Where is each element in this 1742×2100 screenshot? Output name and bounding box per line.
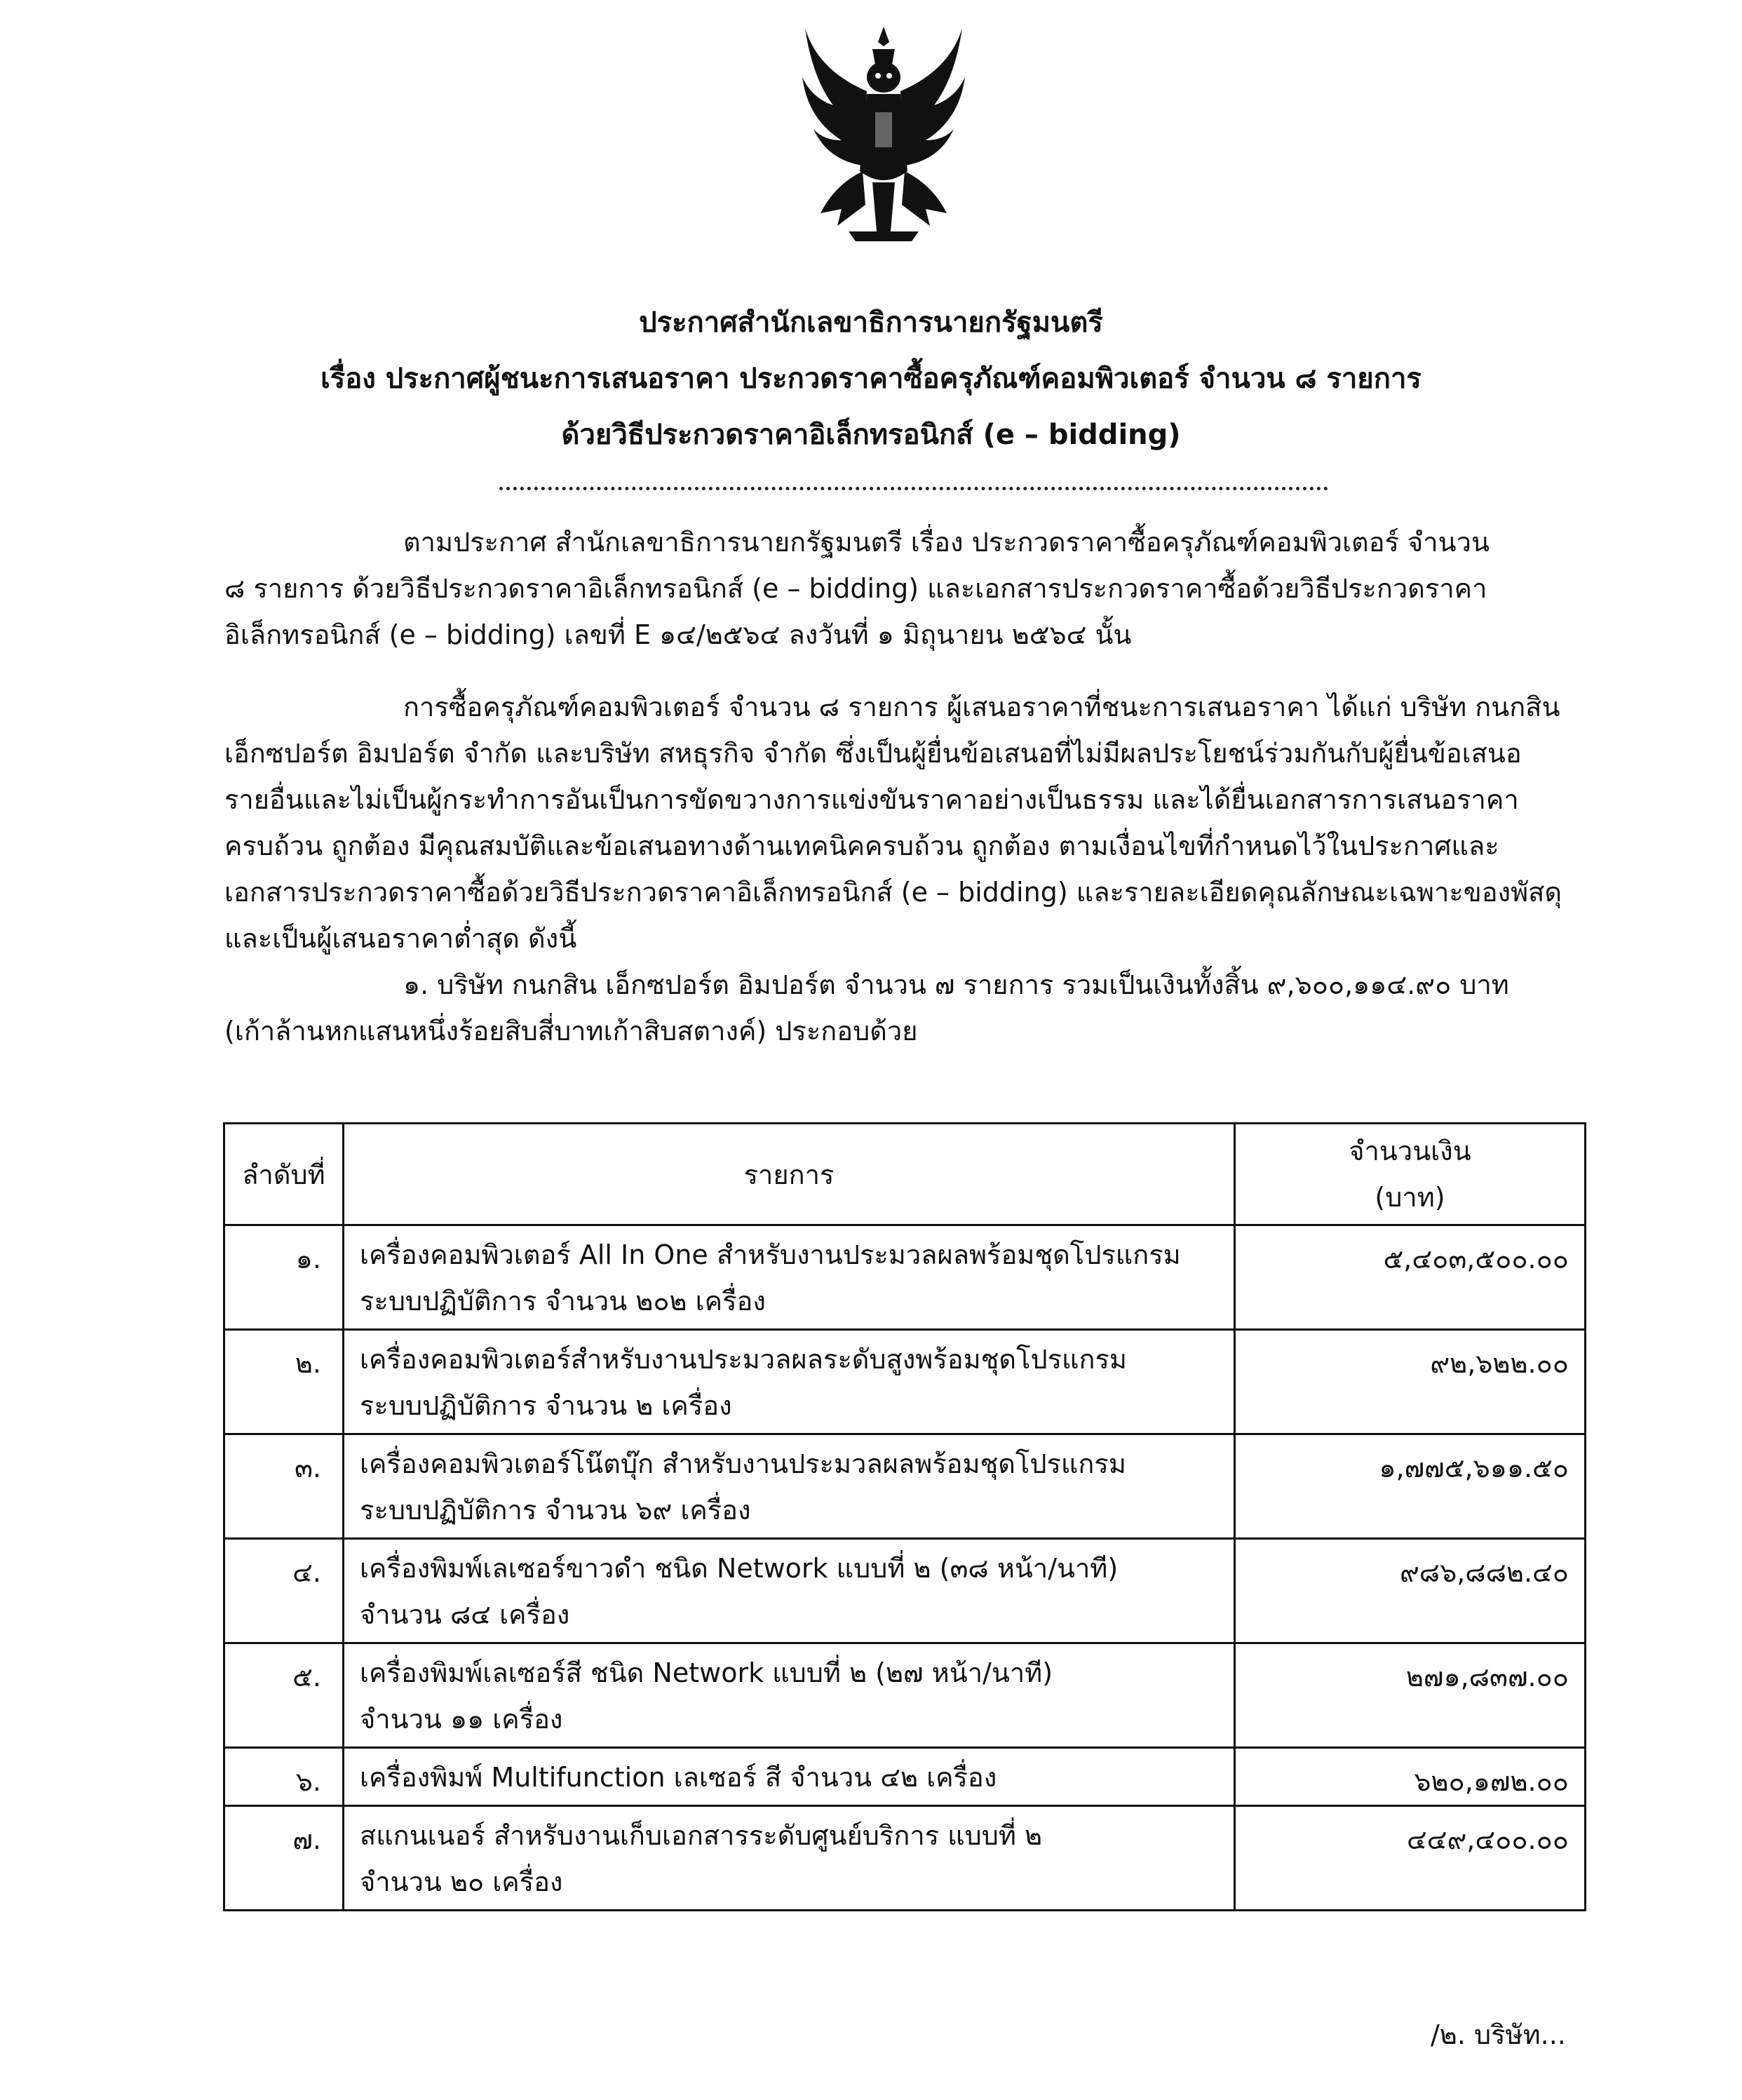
row-amount: ๕,๔๐๓,๕๐๐.๐๐ — [1235, 1225, 1586, 1330]
row-desc-line: สแกนเนอร์ สำหรับงานเก็บเอกสารระดับศูนย์บริการ แบบที่ ๒ — [360, 1820, 1043, 1851]
row-desc-line: ระบบปฏิบัติการ จำนวน ๖๙ เครื่อง — [360, 1495, 751, 1526]
row-no: ๕. — [224, 1643, 344, 1748]
text-line: อิเล็กทรอนิกส์ (e – bidding) เลขที่ E ๑๔/๒๕๖๔ ลงวันที่ ๑ มิถุนายน ๒๕๖๔ นั้น — [224, 619, 1132, 650]
row-desc-line: เครื่องพิมพ์ Multifunction เลเซอร์ สี จำนวน ๔๒ เครื่อง — [360, 1762, 997, 1793]
row-desc — [344, 1434, 1235, 1539]
table-header-row — [224, 1124, 1586, 1225]
text-line: (เก้าล้านหกแสนหนึ่งร้อยสิบสี่บาทเก้าสิบสตางค์) ประกอบด้วย — [224, 1016, 918, 1046]
row-no: ๖. — [224, 1748, 344, 1806]
row-desc — [344, 1643, 1235, 1748]
row-desc-line: ระบบปฏิบัติการ จำนวน ๒ เครื่อง — [360, 1390, 732, 1421]
row-desc — [344, 1539, 1235, 1643]
row-desc-line: จำนวน ๑๑ เครื่อง — [360, 1704, 563, 1735]
row-desc-line: จำนวน ๒๐ เครื่อง — [360, 1866, 563, 1897]
paragraph-2 — [224, 684, 1599, 1054]
subject-line-1: เรื่อง ประกาศผู้ชนะการเสนอราคา ประกวดราคาซื้อครุภัณฑ์คอมพิวเตอร์ จำนวน ๘ รายการ — [320, 363, 1422, 395]
row-desc-line: เครื่องคอมพิวเตอร์ All In One สำหรับงานประมวลผลพร้อมชุดโปรแกรม — [360, 1239, 1181, 1270]
row-amount: ๔๔๙,๔๐๐.๐๐ — [1235, 1806, 1586, 1911]
garuda-emblem-icon — [799, 21, 968, 253]
row-no: ๒. — [224, 1330, 344, 1434]
row-desc-line: เครื่องพิมพ์เลเซอร์ขาวดำ ชนิด Network แบบที่ ๒ (๓๘ หน้า/นาที) — [360, 1553, 1119, 1584]
text-line: รายอื่นและไม่เป็นผู้กระทำการอันเป็นการขัดขวางการแข่งขันราคาอย่างเป็นธรรม และได้ยื่นเอกสารการเสนอราคา — [224, 784, 1519, 815]
row-desc — [344, 1806, 1235, 1911]
dotted-divider — [499, 487, 1328, 490]
row-desc-line: จำนวน ๘๔ เครื่อง — [360, 1599, 570, 1630]
row-desc — [344, 1748, 1235, 1806]
table-row — [224, 1539, 1586, 1643]
header-no: ลำดับที่ — [224, 1124, 344, 1225]
row-no: ๔. — [224, 1539, 344, 1643]
table-row — [224, 1748, 1586, 1806]
row-desc — [344, 1225, 1235, 1330]
text-line: ๘ รายการ ด้วยวิธีประกวดราคาอิเล็กทรอนิกส์ (e – bidding) และเอกสารประกวดราคาซื้อด้วยวิธีประกวดราคา — [224, 573, 1487, 604]
row-amount: ๙๘๖,๘๘๒.๔๐ — [1235, 1539, 1586, 1643]
table-row — [224, 1806, 1586, 1911]
text-line: เอกสารประกวดราคาซื้อด้วยวิธีประกวดราคาอิเล็กทรอนิกส์ (e – bidding) และรายละเอียดคุณลักษณะเฉพาะของพัสดุ — [224, 877, 1562, 908]
table-row — [224, 1434, 1586, 1539]
row-desc-line: เครื่องคอมพิวเตอร์สำหรับงานประมวลผลระดับสูงพร้อมชุดโปรแกรม — [360, 1344, 1127, 1375]
text-line: การซื้อครุภัณฑ์คอมพิวเตอร์ จำนวน ๘ รายการ ผู้เสนอราคาที่ชนะการเสนอราคา ได้แก่ บริษัท กนกสิน — [403, 692, 1560, 722]
paragraph-1 — [224, 519, 1599, 658]
header-amount-line2: (บาท) — [1375, 1182, 1445, 1213]
row-no: ๗. — [224, 1806, 344, 1911]
row-amount: ๙๒,๖๒๒.๐๐ — [1235, 1330, 1586, 1434]
items-table — [223, 1122, 1586, 1911]
row-desc-line: ระบบปฏิบัติการ จำนวน ๒๐๒ เครื่อง — [360, 1286, 766, 1317]
header-item: รายการ — [344, 1124, 1235, 1225]
row-desc — [344, 1330, 1235, 1434]
text-line: ครบถ้วน ถูกต้อง มีคุณสมบัติและข้อเสนอทางด้านเทคนิคครบถ้วน ถูกต้อง ตามเงื่อนไขที่กำหนดไว้ในประกาศและ — [224, 830, 1499, 861]
text-line: ตามประกาศ สำนักเลขาธิการนายกรัฐมนตรี เรื่อง ประกวดราคาซื้อครุภัณฑ์คอมพิวเตอร์ จำนวน — [403, 527, 1490, 558]
row-no: ๓. — [224, 1434, 344, 1539]
text-line: ๑. บริษัท กนกสิน เอ็กซปอร์ต อิมปอร์ต จำนวน ๗ รายการ รวมเป็นเงินทั้งสิ้น ๙,๖๐๐,๑๑๔.๙๐ บาท — [403, 969, 1509, 1000]
row-amount: ๖๒๐,๑๗๒.๐๐ — [1235, 1748, 1586, 1806]
page-title: ประกาศสำนักเลขาธิการนายกรัฐมนตรี — [639, 307, 1103, 339]
subject-line-2: ด้วยวิธีประกวดราคาอิเล็กทรอนิกส์ (e – bidding) — [561, 419, 1181, 451]
row-no: ๑. — [224, 1225, 344, 1330]
table-row — [224, 1643, 1586, 1748]
next-page-note: /๒. บริษัท... — [1431, 2019, 1566, 2050]
table-row — [224, 1330, 1586, 1434]
row-amount: ๒๗๑,๘๓๗.๐๐ — [1235, 1643, 1586, 1748]
header-amount — [1235, 1124, 1586, 1225]
text-line: และเป็นผู้เสนอราคาต่ำสุด ดังนี้ — [224, 923, 577, 954]
row-desc-line: เครื่องพิมพ์เลเซอร์สี ชนิด Network แบบที่ ๒ (๒๗ หน้า/นาที) — [360, 1657, 1053, 1688]
row-amount: ๑,๗๗๕,๖๑๑.๕๐ — [1235, 1434, 1586, 1539]
row-desc-line: เครื่องคอมพิวเตอร์โน๊ตบุ๊ก สำหรับงานประมวลผลพร้อมชุดโปรแกรม — [360, 1448, 1126, 1479]
table-row — [224, 1225, 1586, 1330]
text-line: เอ็กซปอร์ต อิมปอร์ต จำกัด และบริษัท สหธุรกิจ จำกัด ซึ่งเป็นผู้ยื่นข้อเสนอที่ไม่มีผลประโยชน์ร่วมกันกับผู้ยื่นข้อเสนอ — [224, 738, 1522, 769]
header-amount-line1: จำนวนเงิน — [1349, 1136, 1471, 1166]
